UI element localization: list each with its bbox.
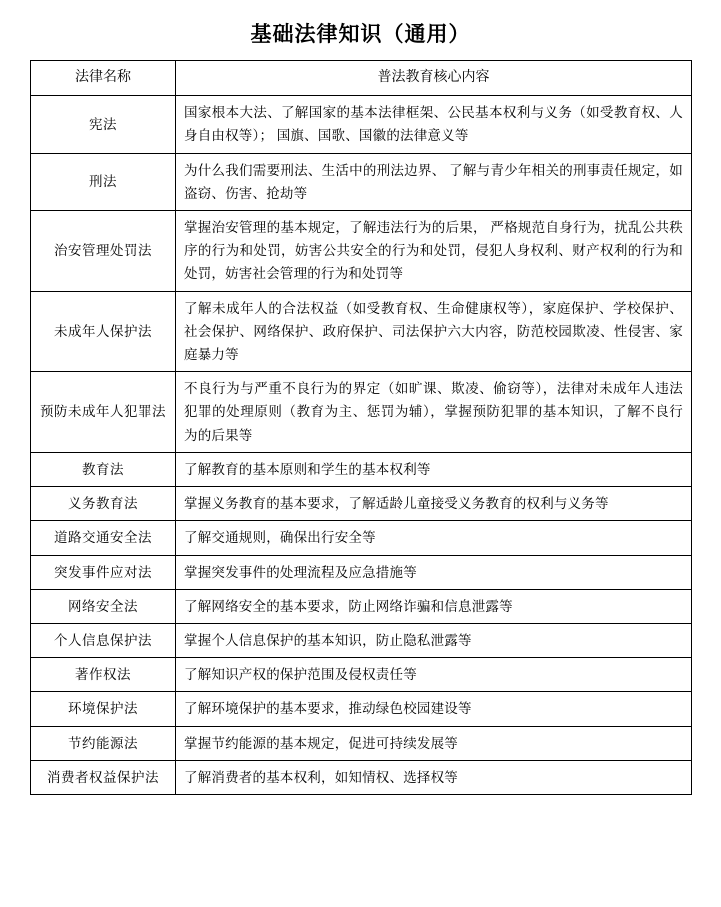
law-content-cell: 掌握个人信息保护的基本知识，防止隐私泄露等 <box>176 624 692 658</box>
law-knowledge-table <box>30 60 692 795</box>
law-name-cell: 刑法 <box>31 153 176 210</box>
table-row <box>31 692 692 726</box>
table-row <box>31 589 692 623</box>
law-name-cell: 节约能源法 <box>31 726 176 760</box>
law-name-cell: 网络安全法 <box>31 589 176 623</box>
document-page <box>0 18 721 907</box>
law-content-cell: 掌握突发事件的处理流程及应急措施等 <box>176 555 692 589</box>
table-row <box>31 658 692 692</box>
table-row <box>31 521 692 555</box>
law-name-cell: 消费者权益保护法 <box>31 760 176 794</box>
table-row <box>31 96 692 153</box>
law-content-cell: 了解网络安全的基本要求，防止网络诈骗和信息泄露等 <box>176 589 692 623</box>
column-header-core-content: 普法教育核心内容 <box>176 61 692 96</box>
law-content-cell: 了解未成年人的合法权益（如受教育权、生命健康权等），家庭保护、学校保护、社会保护、网络保护、政府保护、司法保护六大内容，防范校园欺凌、性侵害、家庭暴力等 <box>176 291 692 372</box>
law-name-cell: 道路交通安全法 <box>31 521 176 555</box>
law-content-cell: 了解交通规则，确保出行安全等 <box>176 521 692 555</box>
table-body <box>31 96 692 795</box>
table-row <box>31 487 692 521</box>
law-content-cell: 不良行为与严重不良行为的界定（如旷课、欺凌、偷窃等），法律对未成年人违法犯罪的处理原则（教育为主、惩罚为辅），掌握预防犯罪的基本知识，了解不良行为的后果等 <box>176 372 692 453</box>
law-content-cell: 国家根本大法、了解国家的基本法律框架、公民基本权利与义务（如受教育权、人身自由权等）； 国旗、国歌、国徽的法律意义等 <box>176 96 692 153</box>
law-content-cell: 为什么我们需要刑法、生活中的刑法边界、 了解与青少年相关的刑事责任规定，如盗窃、伤害、抢劫等 <box>176 153 692 210</box>
law-name-cell: 突发事件应对法 <box>31 555 176 589</box>
law-name-cell: 个人信息保护法 <box>31 624 176 658</box>
law-name-cell: 未成年人保护法 <box>31 291 176 372</box>
law-name-cell: 义务教育法 <box>31 487 176 521</box>
law-name-cell: 宪法 <box>31 96 176 153</box>
table-row <box>31 760 692 794</box>
law-content-cell: 了解消费者的基本权利，如知情权、选择权等 <box>176 760 692 794</box>
law-content-cell: 了解知识产权的保护范围及侵权责任等 <box>176 658 692 692</box>
law-content-cell: 掌握治安管理的基本规定，了解违法行为的后果， 严格规范自身行为，扰乱公共秩序的行为和处罚，妨害公共安全的行为和处罚，侵犯人身权利、财产权利的行为和处罚，妨害社会管理的行为和处罚等 <box>176 210 692 291</box>
law-content-cell: 掌握节约能源的基本规定，促进可持续发展等 <box>176 726 692 760</box>
table-header-row <box>31 61 692 96</box>
table-row <box>31 452 692 486</box>
law-content-cell: 了解环境保护的基本要求，推动绿色校园建设等 <box>176 692 692 726</box>
table-header <box>31 61 692 96</box>
law-name-cell: 预防未成年人犯罪法 <box>31 372 176 453</box>
law-content-cell: 掌握义务教育的基本要求，了解适龄儿童接受义务教育的权利与义务等 <box>176 487 692 521</box>
table-row <box>31 555 692 589</box>
table-row <box>31 153 692 210</box>
table-row <box>31 291 692 372</box>
law-name-cell: 治安管理处罚法 <box>31 210 176 291</box>
column-header-law-name: 法律名称 <box>31 61 176 96</box>
table-row <box>31 210 692 291</box>
table-row <box>31 726 692 760</box>
table-row <box>31 624 692 658</box>
table-row <box>31 372 692 453</box>
law-content-cell: 了解教育的基本原则和学生的基本权利等 <box>176 452 692 486</box>
law-name-cell: 著作权法 <box>31 658 176 692</box>
page-title: 基础法律知识（通用） <box>250 22 471 46</box>
law-name-cell: 环境保护法 <box>31 692 176 726</box>
law-name-cell: 教育法 <box>31 452 176 486</box>
